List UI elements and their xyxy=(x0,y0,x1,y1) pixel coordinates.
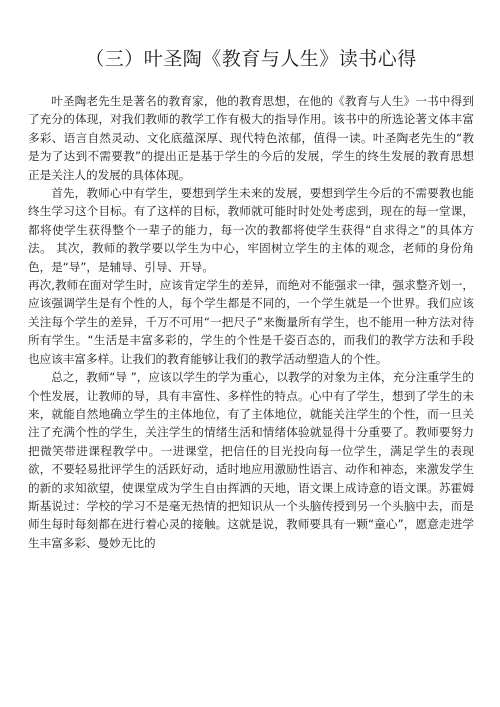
paragraph-conclusion: 总之，教师“导 ”，应该以学生的学为重心，以教学的对象为主体，充分注重学生的个性发展，让教师的导，具有丰富性、多样性的特点。心中有了学生，想到了学生的未来，就能自然地确立学生的主体地位，有了主体地位，就能关注学生的个性，而一旦关注了充满个性的学生，关注学生的情绪生活和情绪体验就显得十分重要了。教师要努力把微笑带进课程教学中。一进课堂，把信任的目光投向每一位学生，满足学生的表现欲，不要轻易批评学生的活跃好动，适时地应用激励性语言、动作和神态，来激发学生的新的求知欲望，使课堂成为学生自由挥洒的天地，语文课上成诗意的语文课。苏霍姆斯基说过：学校的学习不是毫无热情的把知识从一个头脑传授到另一个头脑中去，而是师生每时每刻都在进行着心灵的接触。这就是说，教师要具有一颗“童心”，愿意走进学生丰富多彩、曼妙无比的 xyxy=(28,370,474,550)
paragraph-intro: 叶圣陶老先生是著名的教育家，他的教育思想，在他的《教育与人生》一书中得到了充分的体现，对我们教师的教学工作有极大的指导作用。该书中的所选论著文体丰富多彩、语言自然灵动、文化底蕴深厚、现代特色浓郁，值得一读。叶圣陶老先生的“教是为了达到不需要教”的提出正是基于学生的今后的发展，学生的终生发展的教育思想正是关注人的发展的具体体现。 xyxy=(28,94,474,182)
paragraph-third: 再次,教师在面对学生时，应该肯定学生的差异，而绝对不能强求一律，强求整齐划一，应该强调学生是有个性的人，每个学生都是不同的，一个学生就是一个世界。我们应该关注每个学生的差异，千万不可用“一把尺子”来衡量所有学生，也不能用一种方法对待所有学生。“生活是丰富多彩的，学生的个性是千姿百态的，而我们的教学方法和手段也应该丰富多样。让我们的教育能够让我们的教学活动塑造人的个性。 xyxy=(28,278,474,366)
document-title: （三）叶圣陶《教育与人生》读书心得 xyxy=(85,48,417,70)
paragraph-first-second: 首先，教师心中有学生，要想到学生未来的发展，要想到学生今后的不需要教也能终生学习这个目标。有了这样的目标，教师就可能时时处处考虑到，现在的每一堂课，都将使学生获得整个一辈子的能力，每一次的教都将使学生获得“自求得之”的具体方法。 其次，教师的教学要以学生为中心，牢固树立学生的主体的观念，老师的身份角色，是“导”，是辅导、引导、开导。 xyxy=(28,186,474,274)
